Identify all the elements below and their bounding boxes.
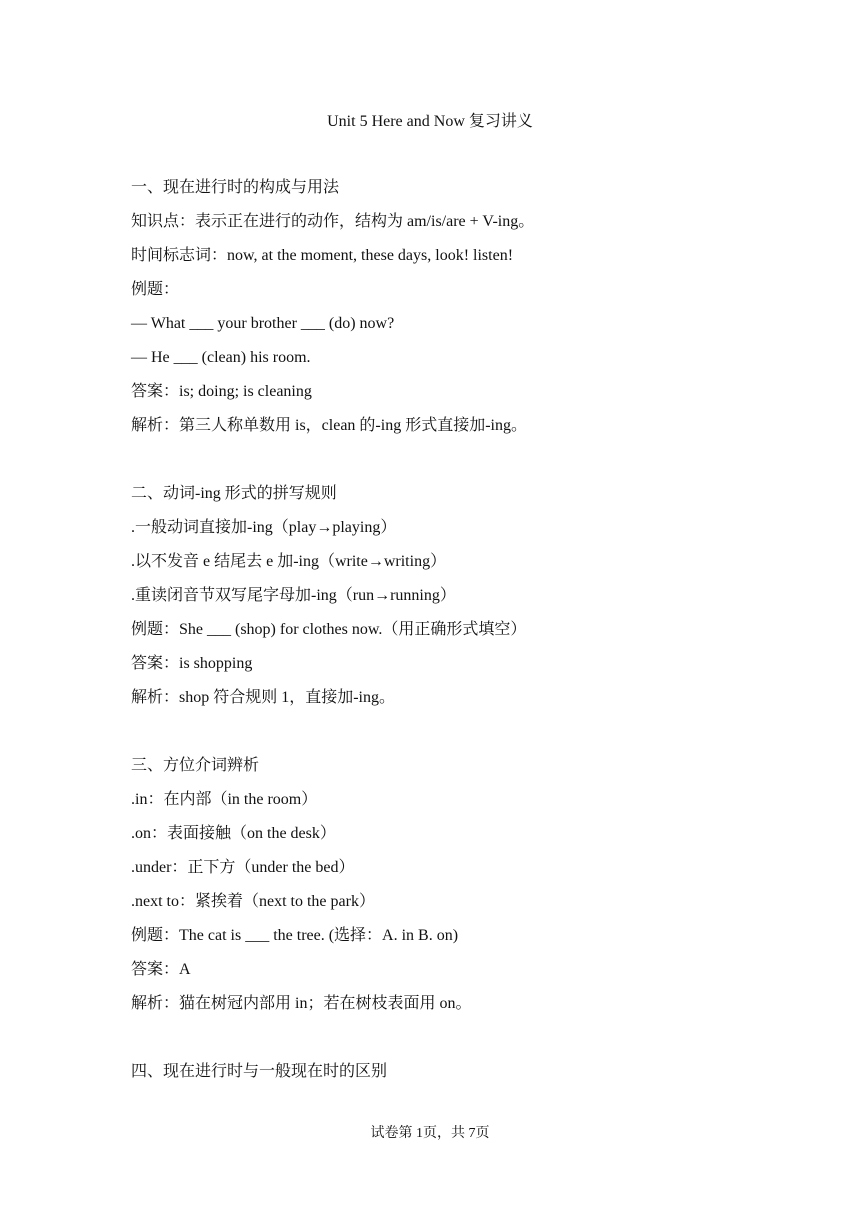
section-2-heading: 二、动词-ing 形式的拼写规则 [131, 485, 337, 502]
page-title: Unit 5 Here and Now 复习讲义 [327, 113, 533, 130]
spacer [131, 1027, 811, 1061]
section-1-heading: 一、现在进行时的构成与用法 [131, 179, 340, 196]
section-3-heading: 三、方位介词辨析 [131, 757, 260, 774]
section-1-line-1: 知识点：表示正在进行的动作，结构为 am/is/are + V-ing。 [131, 213, 535, 230]
section-1-line-3: 例题： [131, 281, 180, 298]
section-1-line-4: — What ___ your brother ___ (do) now? [131, 315, 395, 332]
section-3-line-4: .next to：紧挨着（next to the park） [131, 893, 375, 910]
spacer [131, 721, 811, 755]
section-1-line-7: 解析：第三人称单数用 is，clean 的-ing 形式直接加-ing。 [131, 417, 527, 434]
section-3-line-1: .in：在内部（in the room） [131, 791, 318, 808]
section-3-line-7: 解析：猫在树冠内部用 in；若在树枝表面用 on。 [131, 995, 472, 1012]
section-1-line-5: — He ___ (clean) his room. [131, 349, 311, 366]
section-2-line-6: 解析：shop 符合规则 1，直接加-ing。 [131, 689, 396, 706]
spacer [131, 449, 811, 483]
document-body [131, 177, 811, 1095]
section-1-line-6: 答案：is; doing; is cleaning [131, 383, 312, 400]
section-2-line-1: .一般动词直接加-ing（play→playing） [131, 519, 397, 536]
section-3-line-6: 答案：A [131, 961, 191, 978]
section-1-line-2: 时间标志词：now, at the moment, these days, look! listen! [131, 247, 514, 264]
section-2-line-4: 例题：She ___ (shop) for clothes now.（用正确形式填空） [131, 621, 527, 638]
section-2-line-5: 答案：is shopping [131, 655, 253, 672]
section-2-line-2: .以不发音 e 结尾去 e 加-ing（write→writing） [131, 553, 447, 570]
section-3-line-5: 例题：The cat is ___ the tree. (选择：A. in B. on) [131, 927, 459, 944]
section-3-line-3: .under：正下方（under the bed） [131, 859, 355, 876]
section-4-heading: 四、现在进行时与一般现在时的区别 [131, 1063, 388, 1080]
page-footer: 试卷第 1页，共 7页 [370, 1126, 490, 1141]
section-2-line-3: .重读闭音节双写尾字母加-ing（run→running） [131, 587, 456, 604]
section-3-line-2: .on：表面接触（on the desk） [131, 825, 336, 842]
